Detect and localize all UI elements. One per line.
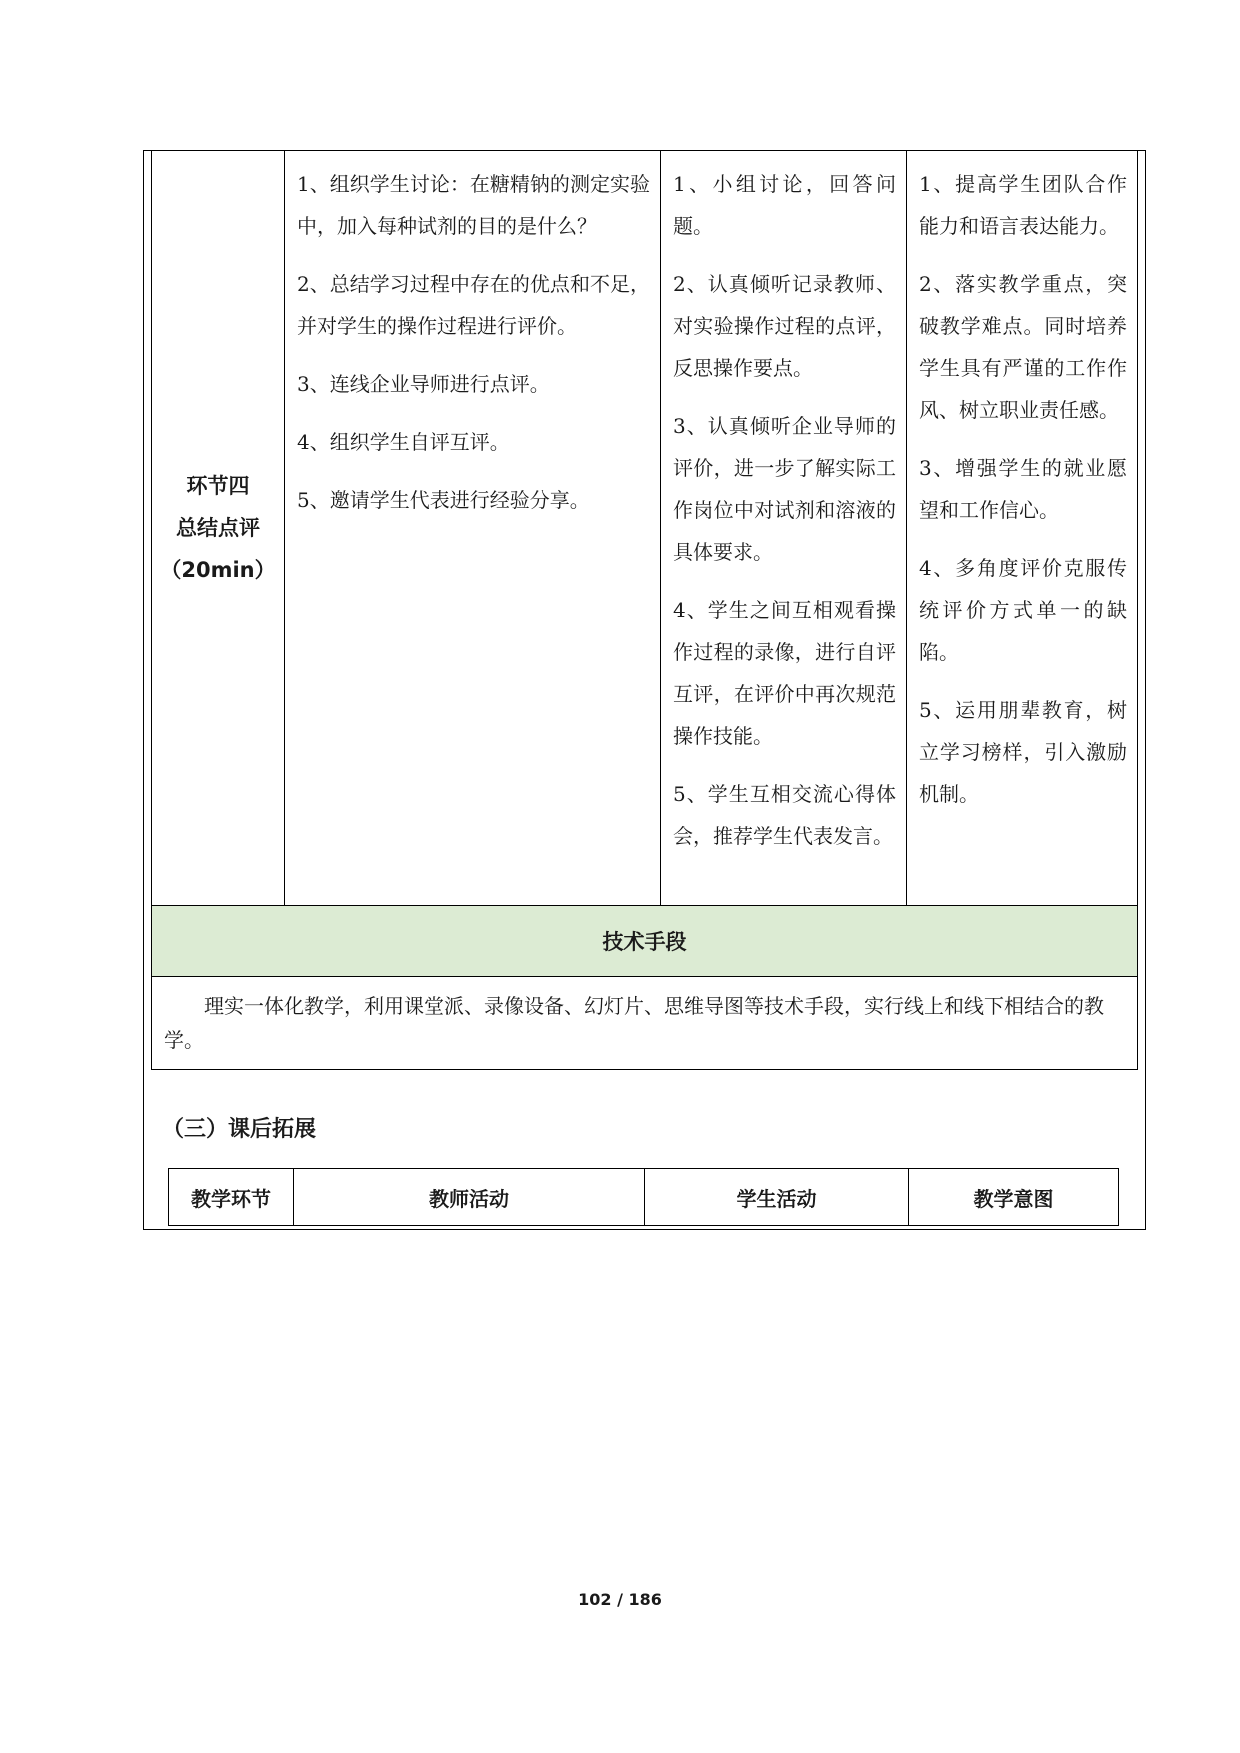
frame-left-line (143, 150, 144, 1230)
tech-body-row (152, 977, 1138, 1070)
header-teacher-activity: 教师活动 (294, 1169, 645, 1226)
student-activity-item: 4、学生之间互相观看操作过程的录像，进行自评互评，在评价中再次规范操作技能。 (673, 598, 896, 748)
header-teaching-intent: 教学意图 (909, 1169, 1119, 1226)
teaching-intent-item: 5、运用朋辈教育，树立学习榜样，引入激励机制。 (919, 698, 1127, 806)
student-activity-item: 1、小组讨论，回答问题。 (673, 172, 896, 238)
tech-header-row (152, 906, 1138, 977)
extension-header-table (168, 1168, 1119, 1226)
teacher-activity-item: 2、总结学习过程中存在的优点和不足，并对学生的操作过程进行评价。 (297, 272, 650, 338)
teacher-activity-item: 3、连线企业导师进行点评。 (297, 372, 550, 396)
section-title: （三）课后拓展 (162, 1117, 317, 1142)
stage-cell (152, 151, 285, 906)
teaching-intent-item: 1、提高学生团队合作能力和语言表达能力。 (919, 172, 1127, 238)
teacher-activity-item: 5、邀请学生代表进行经验分享。 (297, 488, 590, 512)
frame-bottom-line (143, 1229, 1146, 1230)
header-student-activity: 学生活动 (645, 1169, 909, 1226)
stage-row (152, 151, 1138, 906)
teaching-intent-item: 4、多角度评价克服传统评价方式单一的缺陷。 (919, 556, 1127, 664)
page-number: 102 / 186 (578, 1590, 662, 1609)
student-activities-cell (661, 151, 907, 906)
stage-duration: （20min） (160, 558, 276, 582)
lesson-table (151, 150, 1138, 1070)
frame-right-line (1145, 150, 1146, 1230)
teaching-intent-item: 2、落实教学重点，突破教学难点。同时培养学生具有严谨的工作作风、树立职业责任感。 (919, 272, 1127, 422)
teaching-intent-cell (907, 151, 1138, 906)
student-activity-item: 5、学生互相交流心得体会，推荐学生代表发言。 (673, 782, 896, 848)
header-row (169, 1169, 1119, 1226)
student-activity-item: 3、认真倾听企业导师的评价，进一步了解实际工作岗位中对试剂和溶液的具体要求。 (673, 414, 896, 564)
header-stage: 教学环节 (169, 1169, 294, 1226)
teaching-intent-item: 3、增强学生的就业愿望和工作信心。 (919, 456, 1127, 522)
teacher-activities-cell (285, 151, 661, 906)
stage-title: 总结点评 (176, 516, 260, 540)
stage-name: 环节四 (186, 474, 250, 498)
tech-header: 技术手段 (152, 906, 1138, 977)
teacher-activity-item: 4、组织学生自评互评。 (297, 430, 510, 454)
teacher-activity-item: 1、组织学生讨论：在糖精钠的测定实验中，加入每种试剂的目的是什么？ (297, 172, 650, 238)
student-activity-item: 2、认真倾听记录教师、对实验操作过程的点评，反思操作要点。 (673, 272, 896, 380)
tech-body-text: 理实一体化教学，利用课堂派、录像设备、幻灯片、思维导图等技术手段，实行线上和线下相结合的教学。 (164, 994, 1104, 1052)
tech-body-cell (152, 977, 1138, 1070)
